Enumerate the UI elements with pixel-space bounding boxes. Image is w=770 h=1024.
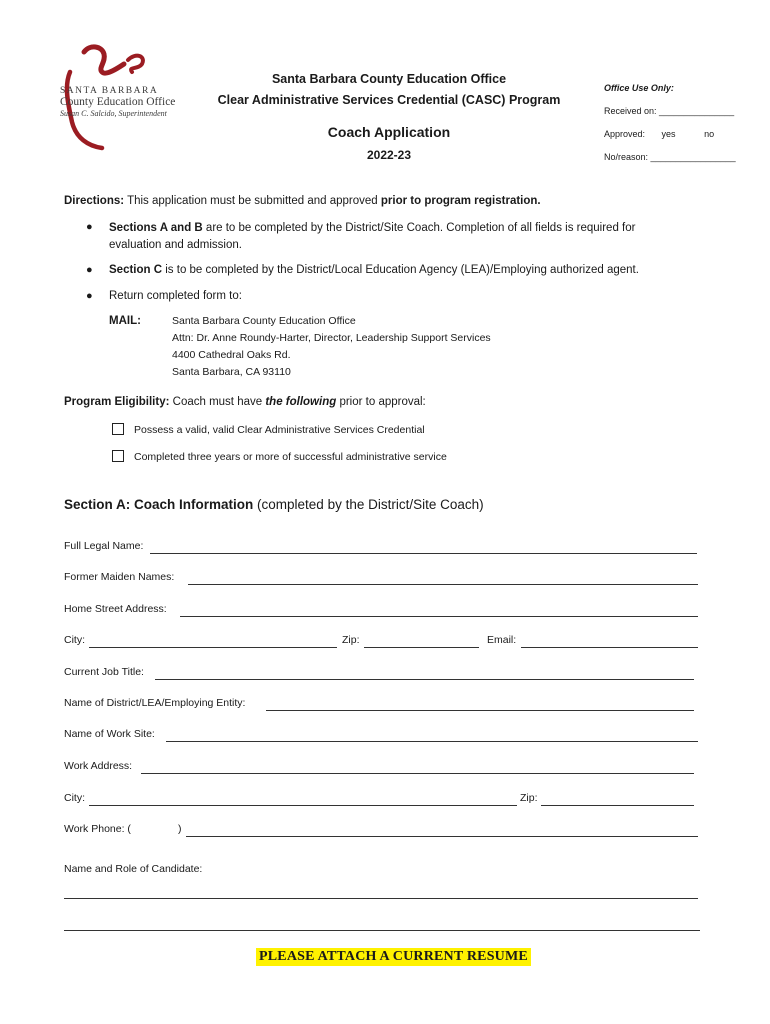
work-site-input[interactable] [166, 741, 698, 742]
mail-label: MAIL: [109, 315, 141, 327]
section-a-header [64, 497, 484, 512]
maiden-name-label: Former Maiden Names: [64, 571, 175, 583]
work-phone-label: Work Phone: ( [64, 823, 131, 835]
work-phone-area-input[interactable] [140, 836, 176, 837]
address-line1: Santa Barbara County Education Office [172, 315, 356, 327]
section-a-subtitle: (completed by the District/Site Coach) [257, 497, 484, 512]
zip-label: Zip: [342, 634, 360, 646]
bullet1-text: are to be completed by the District/Site Coach. Completion of all fields is required for [205, 222, 636, 234]
logo-swoosh-right [128, 56, 143, 72]
page-title: Coach Application [327, 124, 451, 140]
bullet1-text2: evaluation and admission. [109, 239, 242, 251]
eligibility-label: Program Eligibility: [64, 396, 170, 408]
approved-label: Approved: [604, 129, 646, 139]
candidate-input-line1[interactable] [64, 898, 698, 899]
maiden-name-input[interactable] [188, 584, 698, 585]
zip2-input[interactable] [541, 805, 694, 806]
eligibility-emph: the following [265, 396, 337, 408]
logo-line1: SANTA BARBARA [60, 86, 159, 96]
school-year: 2022-23 [366, 148, 412, 162]
logo-text [60, 86, 180, 119]
zip2-label: Zip: [520, 792, 538, 804]
received-on-field[interactable]: Received on: _______________ [604, 106, 735, 116]
email-label: Email: [487, 634, 517, 646]
work-phone-input[interactable] [186, 836, 698, 837]
district-input[interactable] [266, 710, 694, 711]
address-line3: 4400 Cathedral Oaks Rd. [172, 349, 291, 361]
address-line2: Attn: Dr. Anne Roundy-Harter, Director, Leadership Support Services [172, 332, 491, 344]
full-name-input[interactable] [150, 553, 697, 554]
bullet2-text: is to be completed by the District/Local Education Agency (LEA)/Employing authorized agent. [165, 264, 639, 276]
mail-address [172, 313, 491, 381]
bullet-1 [109, 220, 709, 254]
city-input[interactable] [89, 647, 337, 648]
eligibility-item1: Possess a valid, valid Clear Administrative Services Credential [134, 424, 425, 436]
eligibility-item2: Completed three years or more of successful administrative service [134, 451, 447, 463]
org-header [200, 69, 578, 111]
job-title-input[interactable] [155, 679, 694, 680]
directions-bold: prior to program registration. [380, 195, 541, 207]
bullet1-bold: Sections A and B [109, 222, 203, 234]
zip-input[interactable] [364, 647, 479, 648]
credential-checkbox[interactable] [112, 423, 124, 435]
bullet2-bold: Section C [109, 264, 163, 276]
work-address-label: Work Address: [64, 760, 133, 772]
bullet-dot-1: ● [86, 221, 93, 233]
no-reason-field[interactable]: No/reason: _________________ [604, 152, 736, 162]
work-site-label: Name of Work Site: [64, 728, 155, 740]
office-use-box [604, 77, 736, 169]
city2-label: City: [64, 792, 85, 804]
org-name: Santa Barbara County Education Office [271, 72, 507, 86]
city-label: City: [64, 634, 85, 646]
approved-row [604, 123, 736, 146]
bullet-dot-2: ● [86, 264, 93, 276]
eligibility [64, 394, 426, 411]
job-title-label: Current Job Title: [64, 666, 144, 678]
experience-checkbox[interactable] [112, 450, 124, 462]
work-phone-paren: ) [178, 823, 182, 835]
email-input[interactable] [521, 647, 698, 648]
address-line4: Santa Barbara, CA 93110 [172, 366, 291, 378]
section-a-title: Section A: Coach Information [64, 497, 254, 512]
district-label: Name of District/LEA/Employing Entity: [64, 697, 246, 709]
eligibility-text2: prior to approval: [339, 396, 426, 408]
approved-no[interactable]: no [704, 129, 715, 139]
eligibility-text1: Coach must have [172, 396, 263, 408]
attach-resume-notice: PLEASE ATTACH A CURRENT RESUME [256, 948, 531, 966]
city2-input[interactable] [89, 805, 517, 806]
full-name-label: Full Legal Name: [64, 540, 144, 552]
work-address-input[interactable] [141, 773, 694, 774]
office-use-heading: Office Use Only: [604, 83, 674, 93]
bullet-dot-3: ● [86, 290, 93, 302]
candidate-label: Name and Role of Candidate: [64, 863, 203, 875]
program-name: Clear Administrative Services Credential (CASC) Program [217, 93, 561, 107]
logo-line2: County Education Office [60, 96, 176, 108]
logo-line3: Susan C. Salcido, Superintendent [60, 109, 167, 118]
candidate-input-line2[interactable] [64, 930, 700, 931]
bullet3-text: Return completed form to: [109, 290, 242, 302]
home-address-label: Home Street Address: [64, 603, 167, 615]
directions-label: Directions: [64, 195, 125, 207]
logo-swoosh-top [84, 47, 124, 73]
bullet-2 [109, 262, 639, 279]
approved-yes[interactable]: yes [661, 129, 676, 139]
directions-text: This application must be submitted and approved [127, 195, 378, 207]
directions [64, 193, 541, 210]
home-address-input[interactable] [180, 616, 698, 617]
